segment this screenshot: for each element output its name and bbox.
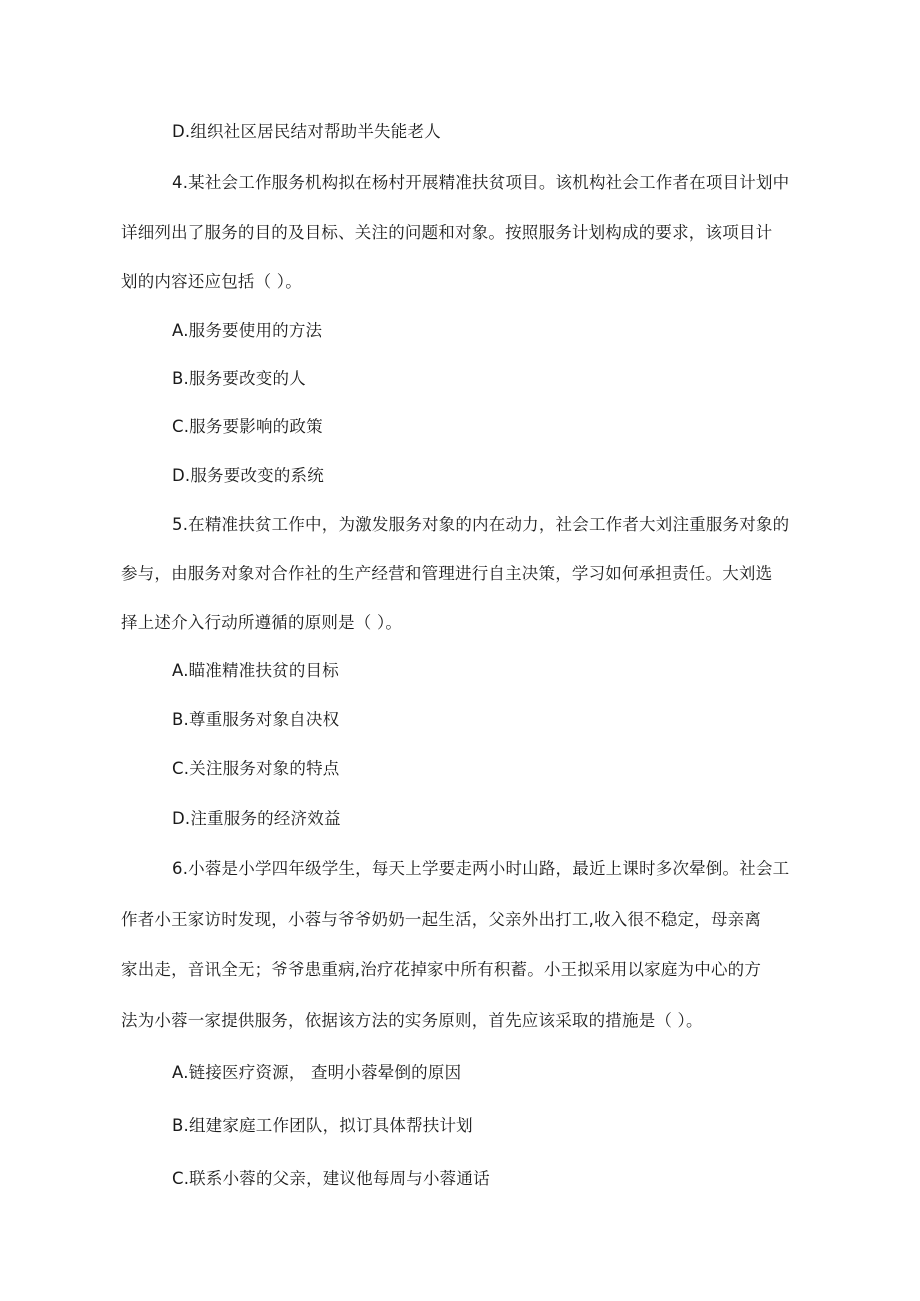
q5-option-a: A.瞄准精准扶贫的目标 — [172, 661, 339, 680]
q5-option-b: B.尊重服务对象自决权 — [172, 710, 340, 729]
q6-stem-line-3: 家出走，音讯全无；爷爷患重病,治疗花掉家中所有积蓄。小王拟采用以家庭为中心的方 — [121, 960, 762, 979]
q6-option-a: A.链接医疗资源， 查明小蓉晕倒的原因 — [172, 1063, 462, 1082]
q4-option-c: C.服务要影响的政策 — [172, 417, 323, 436]
q5-option-c: C.关注服务对象的特点 — [172, 759, 340, 778]
q6-stem-line-2: 作者小王家访时发现，小蓉与爷爷奶奶一起生活，父亲外出打工,收入很不稳定，母亲离 — [121, 910, 762, 929]
q4-option-d: D.服务要改变的系统 — [172, 466, 324, 485]
q5-stem-line-1: 5.在精准扶贫工作中，为激发服务对象的内在动力，社会工作者大刘注重服务对象的 — [172, 515, 790, 534]
q6-option-b: B.组建家庭工作团队，拟订具体帮扶计划 — [172, 1116, 473, 1135]
q5-stem-line-3: 择上述介入行动所遵循的原则是（ ）。 — [121, 613, 403, 632]
q4-stem-line-2: 详细列出了服务的目的及目标、关注的问题和对象。按照服务计划构成的要求，该项目计 — [121, 223, 773, 242]
q4-stem-line-3: 划的内容还应包括（ ）。 — [121, 272, 302, 291]
q6-stem-line-1: 6.小蓉是小学四年级学生，每天上学要走两小时山路，最近上课时多次晕倒。社会工 — [172, 859, 790, 878]
q5-option-d: D.注重服务的经济效益 — [172, 809, 341, 828]
q5-stem-line-2: 参与，由服务对象对合作社的生产经营和管理进行自主决策，学习如何承担责任。大刘选 — [121, 564, 773, 583]
q4-stem-line-1: 4.某社会工作服务机构拟在杨村开展精准扶贫项目。该机构社会工作者在项目计划中 — [172, 173, 790, 192]
q6-option-c: C.联系小蓉的父亲，建议他每周与小蓉通话 — [172, 1169, 490, 1188]
q4-option-a: A.服务要使用的方法 — [172, 321, 323, 340]
q4-option-b: B.服务要改变的人 — [172, 369, 306, 388]
q3-option-d: D.组织社区居民结对帮助半失能老人 — [172, 122, 441, 141]
q6-stem-line-4: 法为小蓉一家提供服务，依据该方法的实务原则，首先应该采取的措施是（ ）。 — [121, 1011, 703, 1030]
